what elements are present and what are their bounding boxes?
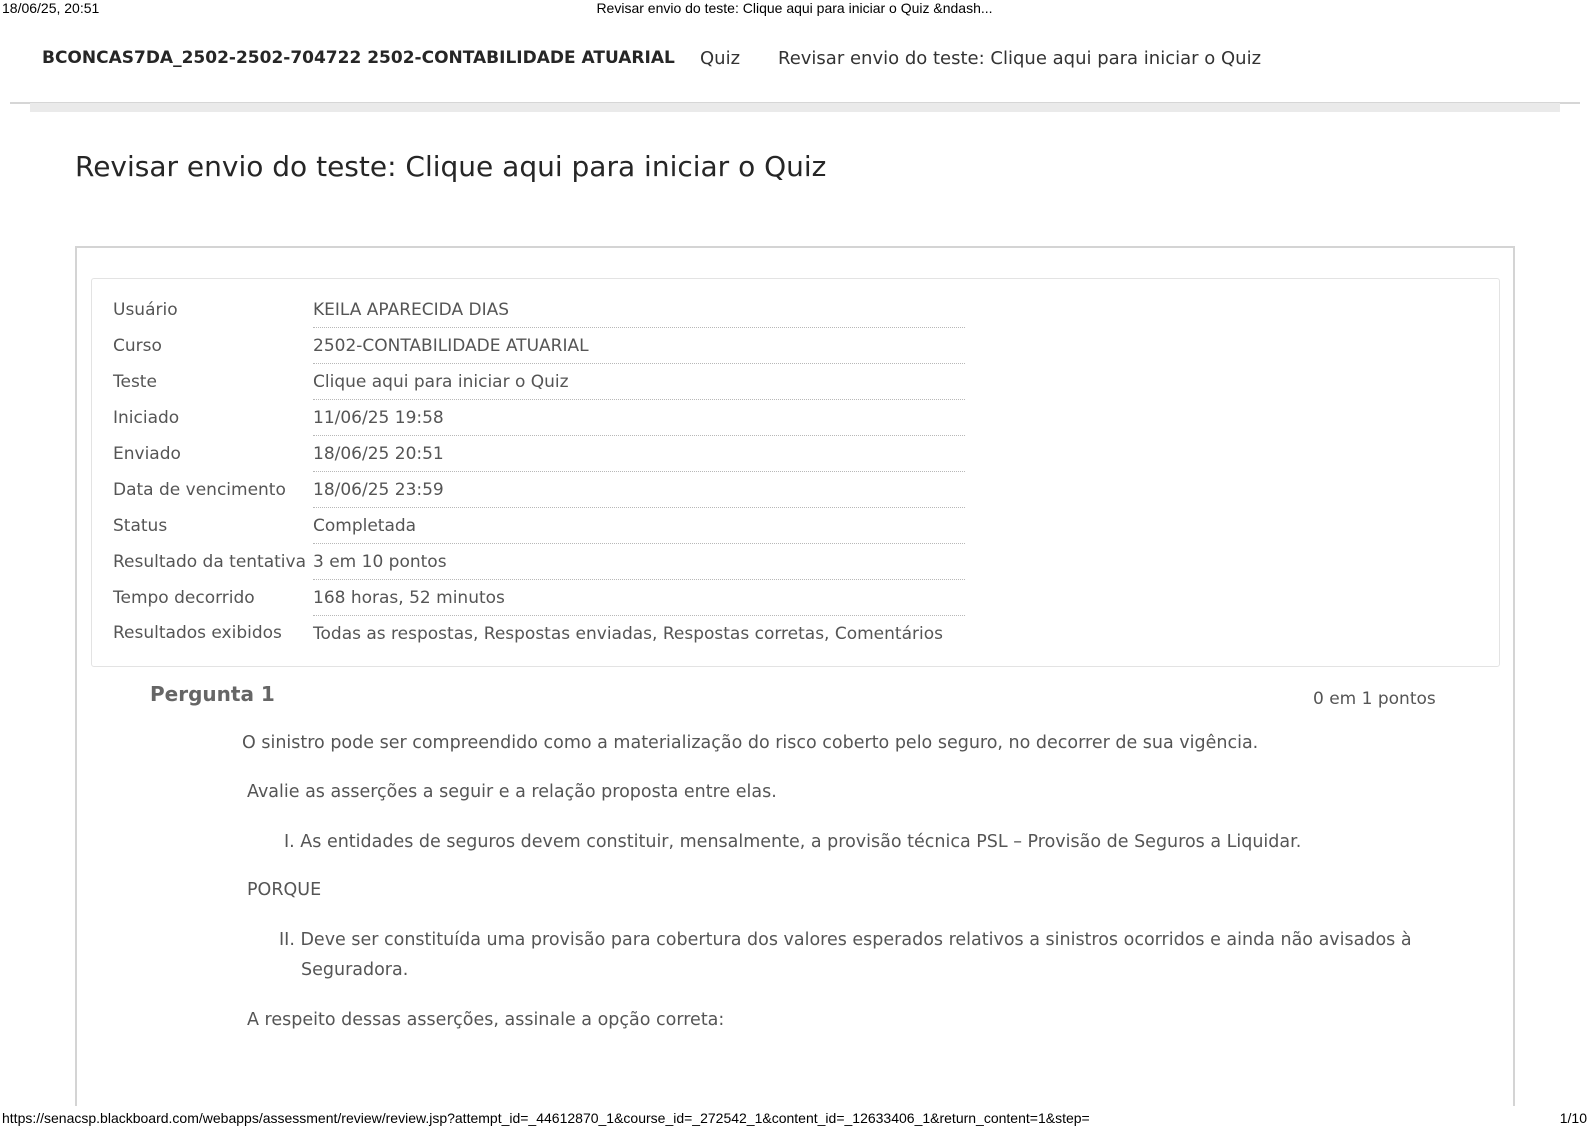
detail-label: Resultados exibidos xyxy=(113,623,282,644)
breadcrumb-quiz[interactable]: Quiz xyxy=(700,48,741,69)
detail-row-status xyxy=(113,508,965,544)
print-url: https://senacsp.blackboard.com/webapps/assessment/review/review.jsp?attempt_id=_44612870_1&course_id=_272542_1&content_id=_12633406_1&return_content=1&step= xyxy=(2,1110,1090,1126)
detail-value: 18/06/25 20:51 xyxy=(313,436,965,472)
question-title: Pergunta 1 xyxy=(150,682,275,706)
question-connector: PORQUE xyxy=(247,880,322,900)
detail-label: Enviado xyxy=(113,443,181,464)
detail-row-submitted xyxy=(113,436,965,472)
detail-value: 18/06/25 23:59 xyxy=(313,472,965,508)
print-header xyxy=(0,0,1589,18)
detail-row-results-displayed xyxy=(113,616,965,652)
detail-value: 168 horas, 52 minutos xyxy=(313,580,965,616)
detail-row-test xyxy=(113,364,965,400)
header-divider xyxy=(30,103,1560,112)
detail-label: Tempo decorrido xyxy=(113,587,255,608)
detail-value: 3 em 10 pontos xyxy=(313,544,965,580)
detail-value: KEILA APARECIDA DIAS xyxy=(313,292,965,328)
detail-row-started xyxy=(113,400,965,436)
attempt-details-table xyxy=(113,292,965,651)
detail-value: Todas as respostas, Respostas enviadas, Respostas corretas, Comentários xyxy=(313,623,943,644)
detail-value: Completada xyxy=(313,508,965,544)
detail-row-score xyxy=(113,544,965,580)
page-title: Revisar envio do teste: Clique aqui para iniciar o Quiz xyxy=(75,150,827,183)
detail-label: Curso xyxy=(113,335,162,356)
question-assertion-2: II. Deve ser constituída uma provisão para cobertura dos valores esperados relativos a sinistros ocorridos e ainda não avisados à Seguradora. xyxy=(279,930,1412,980)
print-page-title: Revisar envio do teste: Clique aqui para iniciar o Quiz &ndash... xyxy=(596,0,993,16)
detail-label: Usuário xyxy=(113,299,178,320)
print-date: 18/06/25, 20:51 xyxy=(2,0,100,16)
detail-row-elapsed-time xyxy=(113,580,965,616)
detail-label: Iniciado xyxy=(113,407,180,428)
detail-row-due-date xyxy=(113,472,965,508)
question-points: 0 em 1 pontos xyxy=(1313,689,1436,709)
question-assertion-1: I. As entidades de seguros devem constituir, mensalmente, a provisão técnica PSL – Provisão de Seguros a Liquidar. xyxy=(284,832,1302,852)
detail-row-user xyxy=(113,292,965,328)
question-instruction: Avalie as asserções a seguir e a relação proposta entre elas. xyxy=(247,782,777,802)
detail-value: 11/06/25 19:58 xyxy=(313,400,965,436)
print-page-number: 1/10 xyxy=(1559,1110,1587,1126)
detail-value: Clique aqui para iniciar o Quiz xyxy=(313,364,965,400)
breadcrumb-course[interactable]: BCONCAS7DA_2502-2502-704722 2502-CONTABILIDADE ATUARIAL xyxy=(42,48,675,68)
question-prompt: A respeito dessas asserções, assinale a opção correta: xyxy=(247,1010,725,1030)
detail-label: Status xyxy=(113,515,168,536)
detail-label: Data de vencimento xyxy=(113,479,286,500)
detail-row-course xyxy=(113,328,965,364)
detail-label: Teste xyxy=(113,371,157,392)
breadcrumb xyxy=(10,34,1580,104)
question-intro: O sinistro pode ser compreendido como a materialização do risco coberto pelo seguro, no decorrer de sua vigência. xyxy=(242,733,1259,753)
breadcrumb-review: Revisar envio do teste: Clique aqui para iniciar o Quiz xyxy=(778,48,1262,69)
print-footer xyxy=(0,1108,1589,1130)
detail-value: 2502-CONTABILIDADE ATUARIAL xyxy=(313,328,965,364)
detail-label: Resultado da tentativa xyxy=(113,551,307,572)
